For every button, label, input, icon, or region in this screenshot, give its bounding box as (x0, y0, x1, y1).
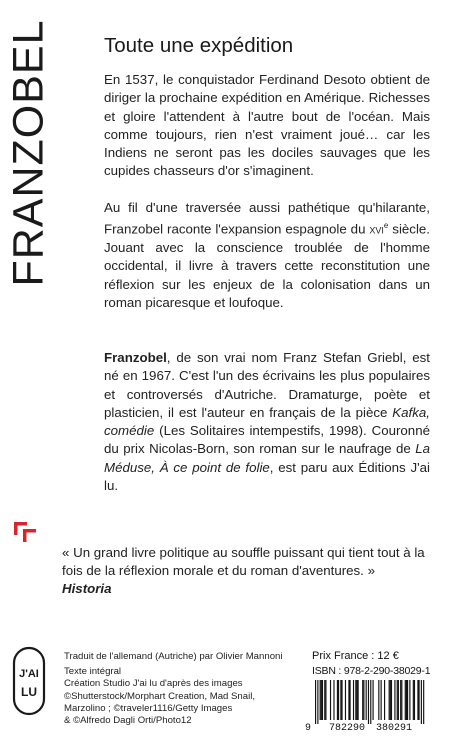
barcode-bar (366, 680, 367, 720)
bio-text: , est paru aux Éditions J'ai lu. (104, 459, 430, 494)
barcode-bar (322, 680, 323, 720)
barcode-bar (353, 680, 354, 720)
credit-line: ©Shutterstock/Morphart Creation, Mad Snail, (64, 690, 256, 702)
translator-credit: Traduit de l'allemand (Autriche) par Olivier Mannoni (64, 651, 283, 662)
barcode-bar (350, 680, 351, 720)
work-title: Kafka, comédie (104, 404, 430, 439)
credit-line: Création Studio J'ai lu d'après des images (64, 678, 243, 690)
barcode-bar (325, 680, 326, 720)
barcode-bar (421, 680, 422, 724)
barcode-bar (406, 680, 407, 720)
barcode-bar (337, 680, 338, 720)
barcode-bars (315, 680, 424, 724)
barcode-bar (409, 680, 410, 720)
barcode-bar (389, 680, 390, 720)
credit-line: & ©Alfredo Dagli Orti/Photo12 (64, 715, 192, 727)
barcode-digits-right: 380291 (375, 723, 413, 732)
bio-text: (Les Solitaires intempestifs, 1998). Couronné du prix Nicolas-Born, son roman sur le naufrage de (104, 423, 430, 457)
blurb-text: siècle. Jouant avec la conscience troublée de l'homme occidental, il livre à travers cette reconstitution une réflexion sur les enjeux de la colonisation dans un roman picaresque et loufoque. (104, 221, 430, 310)
logo-text-line2: LU (21, 685, 37, 699)
barcode-bar (315, 680, 316, 724)
barcode-bar (391, 680, 392, 720)
work-title: La Méduse, À ce point de folie (104, 441, 430, 475)
barcode-bar (321, 680, 322, 720)
barcode-bar (400, 680, 401, 720)
quote-source: Historia (62, 581, 112, 596)
spine-author (4, 18, 53, 287)
book-title: Toute une expédition (104, 34, 294, 57)
barcode-bar (330, 680, 331, 720)
red-quote-mark-icon (14, 522, 38, 544)
barcode-bar (338, 680, 339, 720)
barcode-bar (417, 680, 418, 720)
century-numeral: xvi (369, 221, 384, 237)
barcode-bar (363, 680, 364, 720)
price-label: Prix France : 12 € (312, 650, 399, 662)
jai-lu-logo (12, 646, 46, 716)
barcode-bar (333, 680, 334, 720)
barcode-bar (362, 680, 363, 720)
credit-line: Texte intégral (64, 666, 122, 678)
press-quote: « Un grand livre politique au souffle puissant qui tient tout à la fois de la réflexion morale et du roman d'aventures. » (62, 545, 425, 579)
century-superscript: e (383, 221, 389, 231)
barcode-bar (320, 680, 321, 720)
barcode-bar (340, 680, 341, 720)
barcode-bar (324, 680, 325, 720)
barcode-bar (384, 680, 385, 720)
blurb-paragraph-2 (104, 199, 430, 312)
barcode-bar (356, 680, 357, 720)
barcode-digits-left: 782290 (328, 723, 366, 732)
barcode-bar (373, 680, 374, 720)
credit-line: Marzolino ; ©traveler1116/Getty Images (64, 702, 233, 714)
spine-author-text: FRANZOBEL (4, 18, 53, 287)
barcode-bar (423, 680, 424, 724)
barcode-bar (413, 680, 414, 720)
logo-text-line1: J'AI (19, 668, 39, 680)
barcode-bar (405, 680, 406, 720)
barcode-bar (317, 680, 318, 724)
barcode-digit-first: 9 (305, 723, 312, 732)
barcode-bar (414, 680, 415, 720)
credits-block (64, 651, 294, 727)
barcode-bar (378, 680, 379, 720)
barcode-bar (419, 680, 420, 720)
barcode-bar (348, 680, 349, 720)
barcode-bar (398, 680, 399, 720)
author-bio (104, 349, 430, 495)
barcode-bar (381, 680, 382, 720)
author-name: Franzobel (104, 350, 167, 365)
isbn-label: ISBN : 978-2-290-38029-1 (312, 665, 431, 677)
barcode-bar (355, 680, 356, 720)
blurb-text: Au fil d'une traversée aussi pathétique qu'hilarante, Franzobel raconte l'expansion espagnole du (104, 200, 430, 237)
barcode-bar (345, 680, 346, 720)
blurb-paragraph-1: En 1537, le conquistador Ferdinand Desoto obtient de diriger la prochaine expédition en Amérique. Richesses et gloire l'attendent à l'autre bout de l'océan. Mais comme toujours, rien n'est vraiment joué… car les Indiens ne seront pas les dociles sauvages que les cupides chasseurs d'or s'imaginent. (104, 72, 430, 179)
barcode-bar (358, 680, 359, 720)
barcode-bar (401, 680, 402, 720)
barcode-bar (390, 680, 391, 720)
isbn-barcode (303, 680, 433, 732)
barcode-bar (394, 680, 395, 720)
barcode-bar (341, 680, 342, 720)
barcode-bar (368, 680, 369, 724)
barcode-bar (370, 680, 371, 724)
barcode-bar (397, 680, 398, 720)
barcode-bar (407, 680, 408, 720)
bio-text: , de son vrai nom Franz Stefan Griebl, est né en 1967. C'est l'un des écrivains les plus populaires et controversés d'Autriche. Dramaturge, poète et plasticien, il est l'auteur en français de la pièce (104, 350, 430, 420)
